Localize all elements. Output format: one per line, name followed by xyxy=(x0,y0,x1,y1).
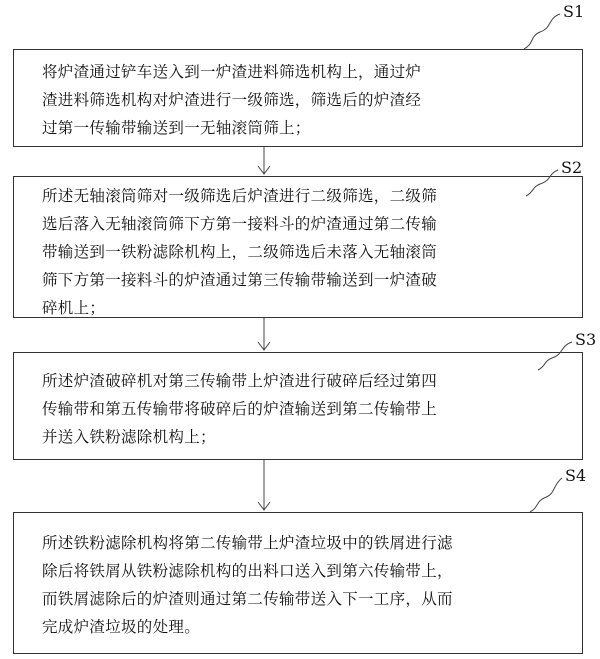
leader-line-s4 xyxy=(530,478,562,512)
step-text-s3: 所述炉渣破碎机对第三传输带上炉渣进行破碎后经过第四 传输带和第五传输带将破碎后的炉渣输送到第二传输带上 并送入铁粉滤除机构上； xyxy=(42,372,438,446)
step-label-s3: S3 xyxy=(575,330,597,349)
step-text-s4: 所述铁粉滤除机构将第二传输带上炉渣垃圾中的铁屑进行滤 除后将铁屑从铁粉滤除机构的出料口送入到第六传输带上， 而铁屑滤除后的炉渣则通过第二传输带送入下一工序，从而 完成炉渣垃圾的处理。 xyxy=(42,534,453,636)
step-text-s1: 将炉渣通过铲车送入到一炉渣进料筛选机构上，通过炉 渣进料筛选机构对炉渣进行一级筛选，筛选后的炉渣经 过第一传输带输送到一无轴滚筒筛上； xyxy=(42,63,422,137)
step-text-s2: 所述无轴滚筒筛对一级筛选后炉渣进行二级筛选，二级筛 选后落入无轴滚筒筛下方第一接料斗的炉渣通过第二传输 带输送到一铁粉滤除机构上，二级筛选后未落入无轴滚筒 筛下方第一接料斗的炉渣通过第三传输带输送到一炉渣破 碎机上； xyxy=(42,187,438,317)
step-label-s4: S4 xyxy=(565,466,587,485)
leader-line-s2 xyxy=(526,170,558,196)
step-label-s2: S2 xyxy=(561,158,583,177)
leader-line-s1 xyxy=(524,14,560,49)
step-label-s1: S1 xyxy=(563,2,585,21)
leader-line-s3 xyxy=(538,342,572,370)
